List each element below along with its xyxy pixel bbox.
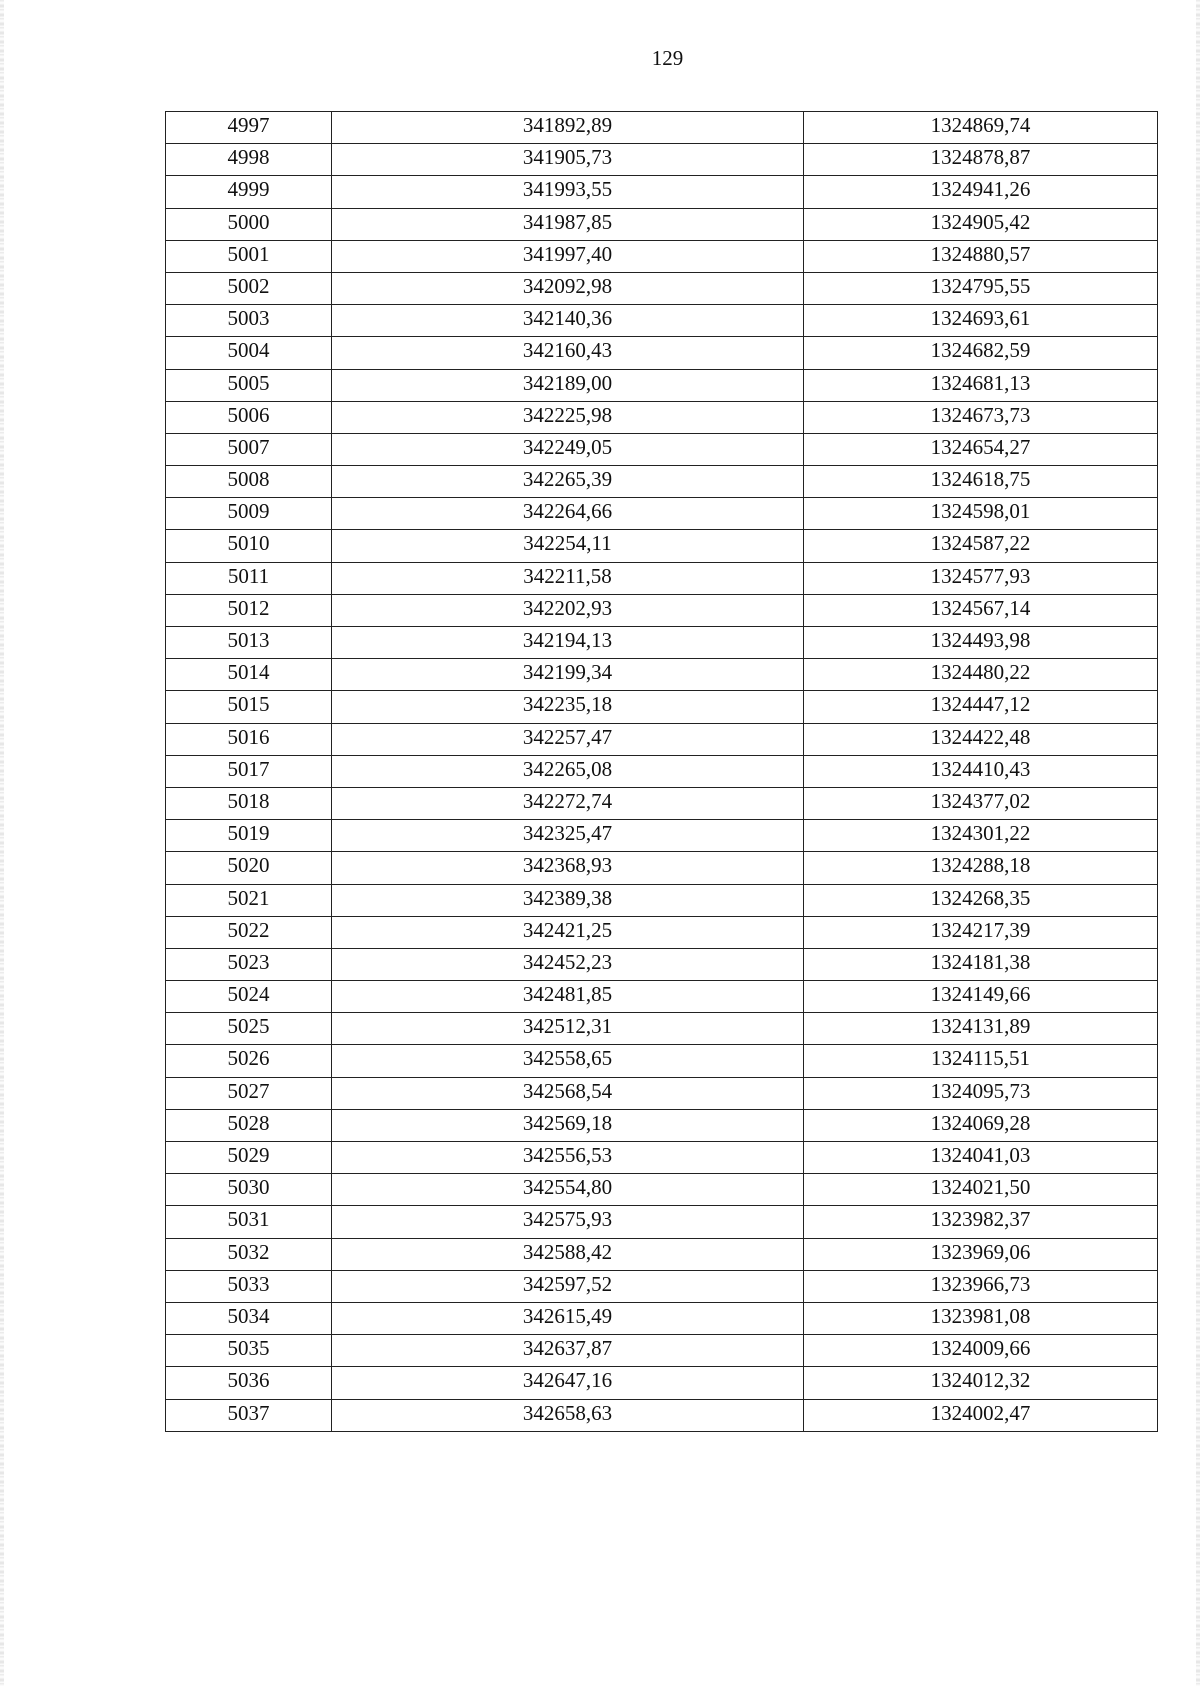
table-row	[166, 1270, 1158, 1302]
table-row	[166, 530, 1158, 562]
y-coordinate-cell: 1323969,06	[804, 1238, 1158, 1270]
table-row	[166, 337, 1158, 369]
x-coordinate-cell: 342202,93	[332, 594, 804, 626]
y-coordinate-cell: 1324567,14	[804, 594, 1158, 626]
point-number-cell: 5010	[166, 530, 332, 562]
x-coordinate-cell: 342637,87	[332, 1335, 804, 1367]
point-number-cell: 5037	[166, 1399, 332, 1431]
table-row	[166, 1302, 1158, 1334]
y-coordinate-cell: 1324149,66	[804, 981, 1158, 1013]
x-coordinate-cell: 342569,18	[332, 1109, 804, 1141]
table-row	[166, 981, 1158, 1013]
x-coordinate-cell: 342658,63	[332, 1399, 804, 1431]
scan-edge-right	[1196, 0, 1200, 1686]
x-coordinate-cell: 342325,47	[332, 820, 804, 852]
point-number-cell: 5024	[166, 981, 332, 1013]
y-coordinate-cell: 1324002,47	[804, 1399, 1158, 1431]
table-row	[166, 852, 1158, 884]
point-number-cell: 5000	[166, 208, 332, 240]
table-row	[166, 1109, 1158, 1141]
point-number-cell: 5021	[166, 884, 332, 916]
point-number-cell: 4997	[166, 112, 332, 144]
table-row	[166, 916, 1158, 948]
point-number-cell: 5015	[166, 691, 332, 723]
point-number-cell: 5011	[166, 562, 332, 594]
y-coordinate-cell: 1324268,35	[804, 884, 1158, 916]
table-row	[166, 1174, 1158, 1206]
y-coordinate-cell: 1324878,87	[804, 144, 1158, 176]
table-row	[166, 1367, 1158, 1399]
y-coordinate-cell: 1324012,32	[804, 1367, 1158, 1399]
point-number-cell: 5023	[166, 948, 332, 980]
table-row	[166, 272, 1158, 304]
point-number-cell: 5002	[166, 272, 332, 304]
x-coordinate-cell: 342481,85	[332, 981, 804, 1013]
point-number-cell: 5008	[166, 466, 332, 498]
point-number-cell: 5031	[166, 1206, 332, 1238]
point-number-cell: 5019	[166, 820, 332, 852]
y-coordinate-cell: 1324905,42	[804, 208, 1158, 240]
table-row	[166, 1335, 1158, 1367]
y-coordinate-cell: 1324288,18	[804, 852, 1158, 884]
table-row	[166, 433, 1158, 465]
y-coordinate-cell: 1324654,27	[804, 433, 1158, 465]
x-coordinate-cell: 342588,42	[332, 1238, 804, 1270]
table-row	[166, 1238, 1158, 1270]
x-coordinate-cell: 342249,05	[332, 433, 804, 465]
table-row	[166, 659, 1158, 691]
y-coordinate-cell: 1324869,74	[804, 112, 1158, 144]
x-coordinate-cell: 342568,54	[332, 1077, 804, 1109]
table-row	[166, 401, 1158, 433]
y-coordinate-cell: 1323982,37	[804, 1206, 1158, 1238]
x-coordinate-cell: 342265,39	[332, 466, 804, 498]
point-number-cell: 5016	[166, 723, 332, 755]
x-coordinate-cell: 341987,85	[332, 208, 804, 240]
x-coordinate-cell: 342189,00	[332, 369, 804, 401]
table-row	[166, 1206, 1158, 1238]
point-number-cell: 5027	[166, 1077, 332, 1109]
table-row	[166, 144, 1158, 176]
y-coordinate-cell: 1324095,73	[804, 1077, 1158, 1109]
y-coordinate-cell: 1324301,22	[804, 820, 1158, 852]
y-coordinate-cell: 1324681,13	[804, 369, 1158, 401]
x-coordinate-cell: 342615,49	[332, 1302, 804, 1334]
y-coordinate-cell: 1324577,93	[804, 562, 1158, 594]
x-coordinate-cell: 342092,98	[332, 272, 804, 304]
y-coordinate-cell: 1324069,28	[804, 1109, 1158, 1141]
point-number-cell: 5001	[166, 240, 332, 272]
point-number-cell: 4999	[166, 176, 332, 208]
page-number: 129	[651, 46, 684, 70]
table-row	[166, 562, 1158, 594]
x-coordinate-cell: 342512,31	[332, 1013, 804, 1045]
x-coordinate-cell: 342554,80	[332, 1174, 804, 1206]
table-row	[166, 627, 1158, 659]
point-number-cell: 5028	[166, 1109, 332, 1141]
table-row	[166, 691, 1158, 723]
table-row	[166, 1045, 1158, 1077]
point-number-cell: 5005	[166, 369, 332, 401]
x-coordinate-cell: 342272,74	[332, 787, 804, 819]
y-coordinate-cell: 1324410,43	[804, 755, 1158, 787]
point-number-cell: 5026	[166, 1045, 332, 1077]
x-coordinate-cell: 342558,65	[332, 1045, 804, 1077]
coordinates-table-body	[166, 112, 1158, 1432]
x-coordinate-cell: 342265,08	[332, 755, 804, 787]
point-number-cell: 5014	[166, 659, 332, 691]
table-row	[166, 208, 1158, 240]
y-coordinate-cell: 1324880,57	[804, 240, 1158, 272]
x-coordinate-cell: 341997,40	[332, 240, 804, 272]
y-coordinate-cell: 1324447,12	[804, 691, 1158, 723]
table-row	[166, 723, 1158, 755]
x-coordinate-cell: 342452,23	[332, 948, 804, 980]
x-coordinate-cell: 341892,89	[332, 112, 804, 144]
point-number-cell: 5022	[166, 916, 332, 948]
point-number-cell: 5006	[166, 401, 332, 433]
table-row	[166, 787, 1158, 819]
y-coordinate-cell: 1324480,22	[804, 659, 1158, 691]
y-coordinate-cell: 1324682,59	[804, 337, 1158, 369]
y-coordinate-cell: 1324598,01	[804, 498, 1158, 530]
x-coordinate-cell: 342199,34	[332, 659, 804, 691]
y-coordinate-cell: 1324941,26	[804, 176, 1158, 208]
y-coordinate-cell: 1324217,39	[804, 916, 1158, 948]
table-row	[166, 176, 1158, 208]
point-number-cell: 5017	[166, 755, 332, 787]
y-coordinate-cell: 1324009,66	[804, 1335, 1158, 1367]
point-number-cell: 5033	[166, 1270, 332, 1302]
x-coordinate-cell: 341993,55	[332, 176, 804, 208]
x-coordinate-cell: 342368,93	[332, 852, 804, 884]
x-coordinate-cell: 342575,93	[332, 1206, 804, 1238]
y-coordinate-cell: 1324587,22	[804, 530, 1158, 562]
point-number-cell: 5013	[166, 627, 332, 659]
point-number-cell: 5018	[166, 787, 332, 819]
point-number-cell: 5036	[166, 1367, 332, 1399]
table-row	[166, 369, 1158, 401]
table-row	[166, 594, 1158, 626]
table-row	[166, 820, 1158, 852]
x-coordinate-cell: 342235,18	[332, 691, 804, 723]
point-number-cell: 5035	[166, 1335, 332, 1367]
y-coordinate-cell: 1324377,02	[804, 787, 1158, 819]
table-row	[166, 1077, 1158, 1109]
y-coordinate-cell: 1324021,50	[804, 1174, 1158, 1206]
point-number-cell: 4998	[166, 144, 332, 176]
table-row	[166, 1142, 1158, 1174]
y-coordinate-cell: 1324493,98	[804, 627, 1158, 659]
x-coordinate-cell: 342257,47	[332, 723, 804, 755]
table-row	[166, 112, 1158, 144]
y-coordinate-cell: 1324181,38	[804, 948, 1158, 980]
x-coordinate-cell: 342264,66	[332, 498, 804, 530]
table-row	[166, 498, 1158, 530]
table-row	[166, 240, 1158, 272]
table-row	[166, 884, 1158, 916]
y-coordinate-cell: 1324673,73	[804, 401, 1158, 433]
y-coordinate-cell: 1324795,55	[804, 272, 1158, 304]
x-coordinate-cell: 342194,13	[332, 627, 804, 659]
table-row	[166, 1399, 1158, 1431]
x-coordinate-cell: 342140,36	[332, 305, 804, 337]
x-coordinate-cell: 342225,98	[332, 401, 804, 433]
y-coordinate-cell: 1324041,03	[804, 1142, 1158, 1174]
y-coordinate-cell: 1323966,73	[804, 1270, 1158, 1302]
y-coordinate-cell: 1324422,48	[804, 723, 1158, 755]
table-row	[166, 755, 1158, 787]
point-number-cell: 5009	[166, 498, 332, 530]
x-coordinate-cell: 342211,58	[332, 562, 804, 594]
point-number-cell: 5007	[166, 433, 332, 465]
x-coordinate-cell: 341905,73	[332, 144, 804, 176]
y-coordinate-cell: 1324618,75	[804, 466, 1158, 498]
y-coordinate-cell: 1324115,51	[804, 1045, 1158, 1077]
point-number-cell: 5030	[166, 1174, 332, 1206]
x-coordinate-cell: 342254,11	[332, 530, 804, 562]
table-row	[166, 1013, 1158, 1045]
x-coordinate-cell: 342647,16	[332, 1367, 804, 1399]
x-coordinate-cell: 342389,38	[332, 884, 804, 916]
point-number-cell: 5034	[166, 1302, 332, 1334]
x-coordinate-cell: 342421,25	[332, 916, 804, 948]
point-number-cell: 5032	[166, 1238, 332, 1270]
point-number-cell: 5020	[166, 852, 332, 884]
scan-edge-left	[0, 0, 4, 1686]
point-number-cell: 5004	[166, 337, 332, 369]
y-coordinate-cell: 1324131,89	[804, 1013, 1158, 1045]
table-row	[166, 466, 1158, 498]
point-number-cell: 5003	[166, 305, 332, 337]
x-coordinate-cell: 342597,52	[332, 1270, 804, 1302]
table-row	[166, 305, 1158, 337]
y-coordinate-cell: 1323981,08	[804, 1302, 1158, 1334]
y-coordinate-cell: 1324693,61	[804, 305, 1158, 337]
point-number-cell: 5029	[166, 1142, 332, 1174]
point-number-cell: 5025	[166, 1013, 332, 1045]
x-coordinate-cell: 342160,43	[332, 337, 804, 369]
table-row	[166, 948, 1158, 980]
coordinates-table	[165, 111, 1158, 1432]
x-coordinate-cell: 342556,53	[332, 1142, 804, 1174]
point-number-cell: 5012	[166, 594, 332, 626]
